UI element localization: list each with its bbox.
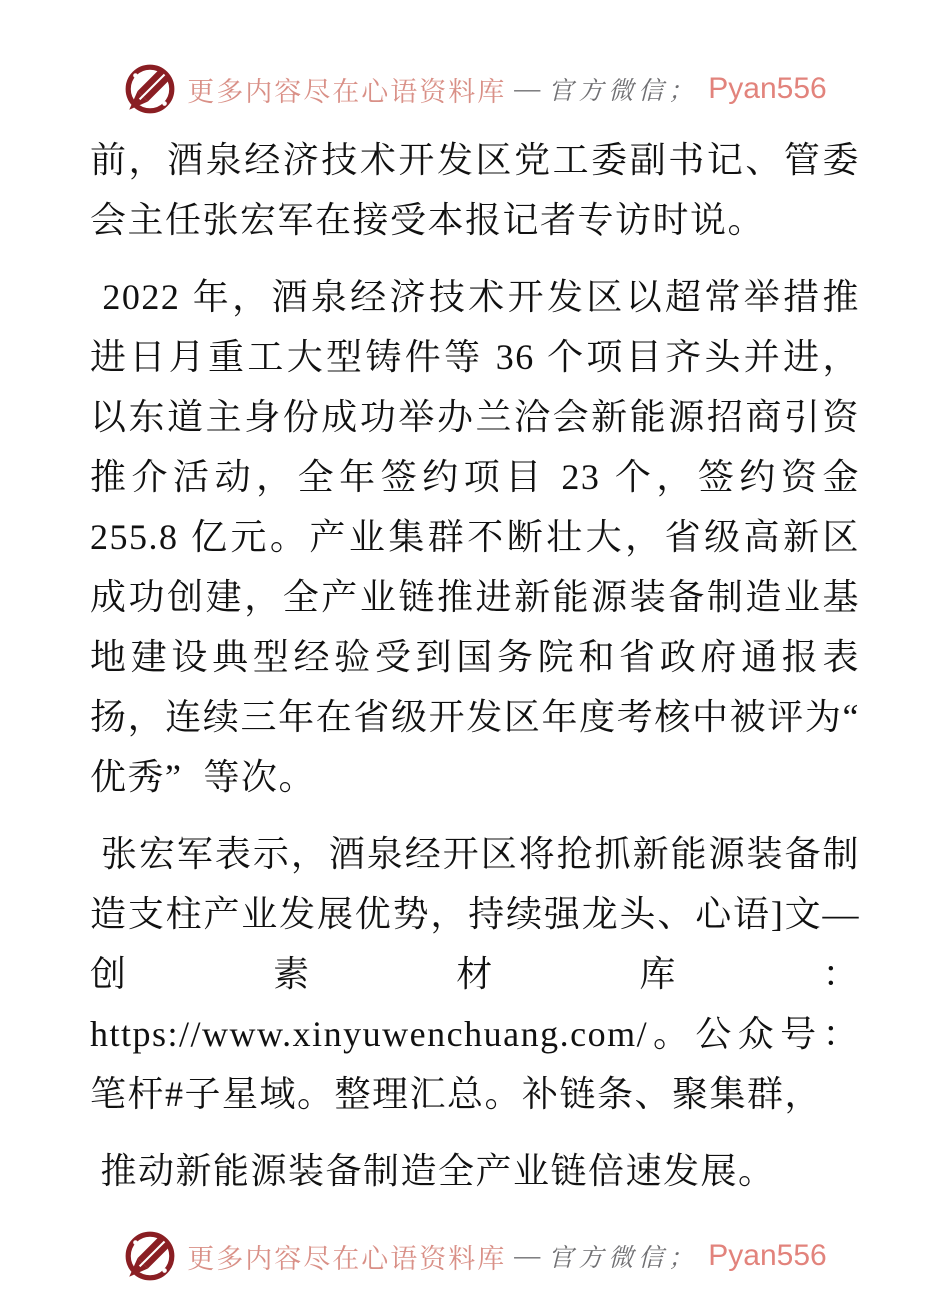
brand-text: 更多内容尽在心语资料库	[187, 76, 507, 107]
paragraph-3: 张宏军表示，酒泉经开区将抢抓新能源装备制造支柱产业发展优势，持续强龙头、心语]文—创素材库：https://www.xinyuwenchuang.com/。公众号：笔杆#子星域。整理汇总。补链条、聚集群，	[90, 834, 860, 1114]
brand-pen-circle-icon	[123, 62, 177, 116]
wechat-label: 官方微信；	[548, 78, 699, 105]
wechat-id: Pyan556	[708, 1239, 827, 1272]
document-body	[90, 130, 871, 1201]
brand-text: 更多内容尽在心语资料库	[187, 1243, 507, 1274]
paragraph-1: 前，酒泉经济技术开发区党工委副书记、管委会主任张宏军在接受本报记者专访时说。	[90, 140, 860, 240]
paragraph-2: 2022 年，酒泉经济技术开发区以超常举措推进日月重工大型铸件等 36 个项目齐头并进，以东道主身份成功举办兰洽会新能源招商引资推介活动，全年签约项目 23 个，签约资金 255.8 亿元。产业集群不断壮大，省级高新区成功创建，全产业链推进新能源装备制造业基地建设典型经验受到国务院和省政府通报表扬，连续三年在省级开发区年度考核中被评为“ 优秀” 等次。	[90, 277, 871, 797]
brand-dash-separator: —	[514, 1241, 541, 1270]
wechat-id: Pyan556	[708, 72, 827, 105]
document-page	[0, 60, 950, 1290]
footer-watermark	[0, 1227, 950, 1285]
brand-dash-separator: —	[514, 74, 541, 103]
wechat-label: 官方微信；	[548, 1245, 699, 1272]
paragraph-4: 推动新能源装备制造全产业链倍速发展。	[90, 1151, 776, 1191]
header-watermark	[0, 60, 950, 118]
brand-pen-circle-icon	[123, 1229, 177, 1283]
